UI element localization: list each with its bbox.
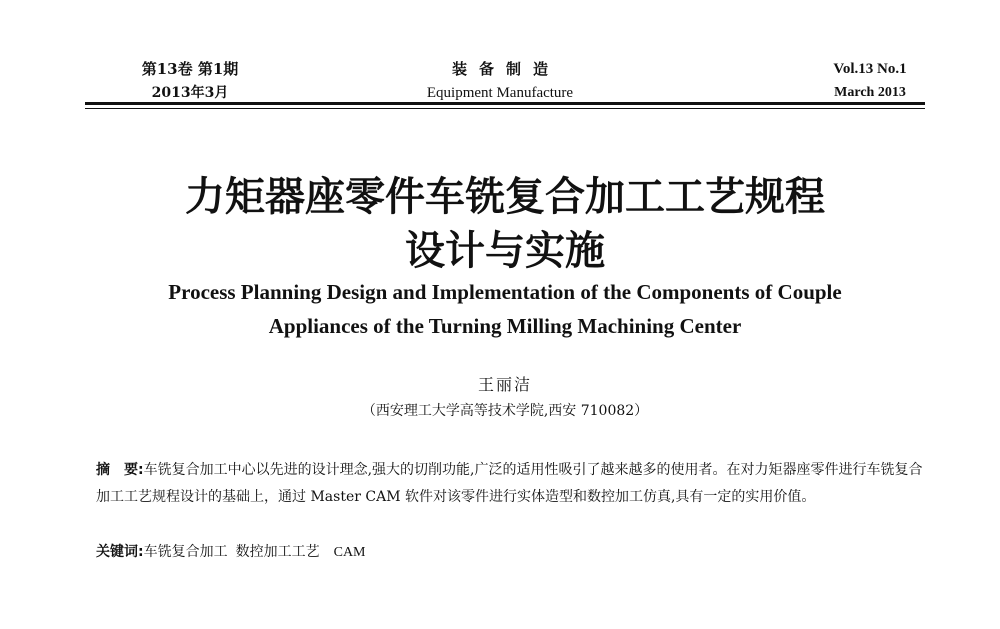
paper-title-cn xyxy=(80,170,930,278)
date-en: March 2013 xyxy=(834,85,906,100)
journal-name-en: Equipment Manufacture xyxy=(426,85,574,101)
header-journal xyxy=(380,58,620,104)
paper-title-en xyxy=(80,275,930,343)
title-en-line1: Process Planning Design and Implementation of the Components of Couple xyxy=(168,280,842,304)
author-name: 王丽洁 xyxy=(477,375,532,394)
keyword-item: CAM xyxy=(333,545,366,560)
header-volume-cn xyxy=(110,58,270,104)
title-cn-line1: 力矩器座零件车铣复合加工工艺规程 xyxy=(185,174,825,220)
date-cn: 2013年3月 xyxy=(151,85,229,101)
abstract xyxy=(96,457,926,511)
keywords xyxy=(96,539,926,566)
author-affiliation: （西安理工大学高等技术学院,西安 710082） xyxy=(361,403,649,419)
title-cn-line2: 设计与实施 xyxy=(405,228,605,274)
keyword-item: 车铣复合加工 xyxy=(143,544,228,560)
keyword-item: 数控加工工艺 xyxy=(235,544,320,560)
header-volume-en xyxy=(770,58,970,104)
title-en-line2: Appliances of the Turning Milling Machining Center xyxy=(268,314,742,338)
header-rule-thick xyxy=(85,102,925,105)
abstract-text: 车铣复合加工中心以先进的设计理念,强大的切削功能,广泛的适用性吸引了越来越多的使用者。在对力矩器座零件进行车铣复合加工工艺规程设计的基础上，通过 Master CAM 软件对该零件进行实体造型和数控加工仿真,具有一定的实用价值。 xyxy=(96,462,923,505)
abstract-label: 摘 要: xyxy=(96,462,144,478)
keywords-label: 关键词: xyxy=(96,544,144,560)
journal-name-cn: 装备制造 xyxy=(451,60,560,78)
volume-issue-en: Vol.13 No.1 xyxy=(833,61,907,77)
volume-issue-cn: 第13卷 第1期 xyxy=(141,60,239,78)
header-rule-thin xyxy=(85,108,925,109)
